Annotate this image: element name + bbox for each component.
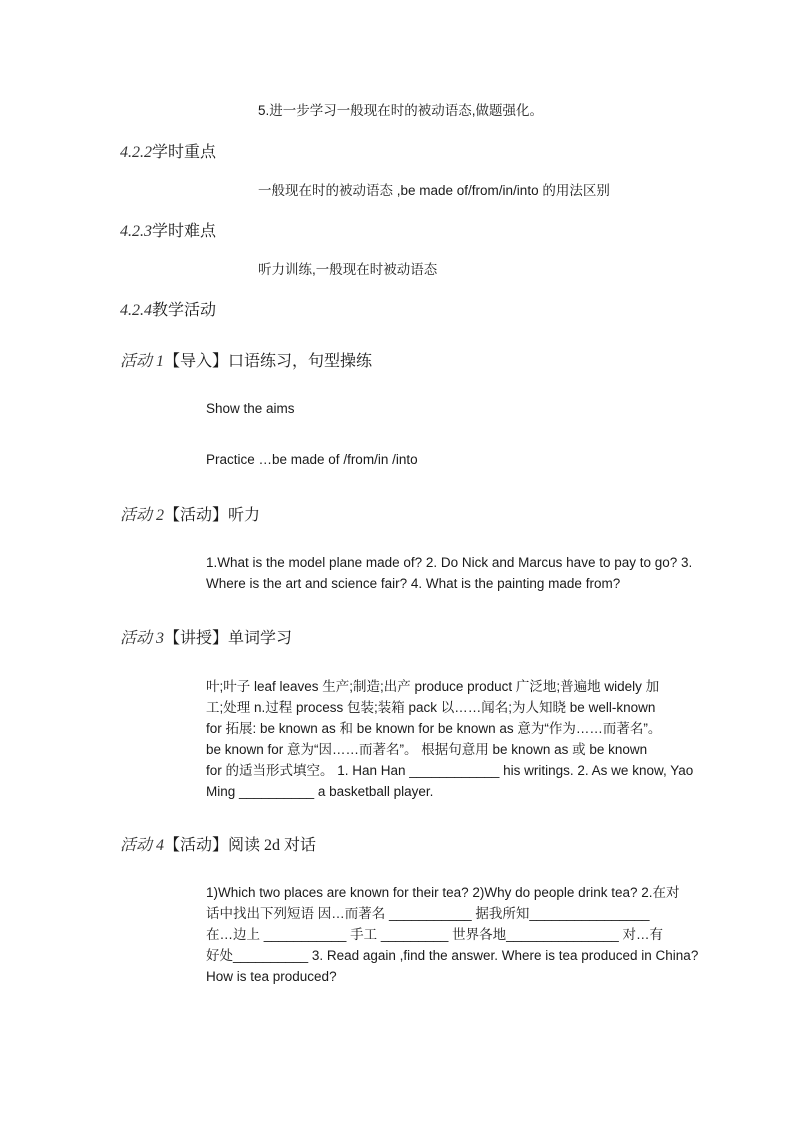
text-line: 1)Which two places are known for their tea? 2)Why do people drink tea? 2.在对: [206, 885, 680, 900]
text-line: 好处__________ 3. Read again ,find the answer. Where is tea produced in China?: [206, 948, 699, 963]
activity-label: 活动 4: [120, 837, 165, 854]
text-line: 工;处理 n.过程 process 包装;装箱 pack 以……闻名;为人知晓 be well-known: [206, 700, 656, 715]
activity-tag: 【讲授】: [164, 630, 229, 647]
text-line: 1.What is the model plane made of? 2. Do Nick and Marcus have to pay to go? 3.: [206, 555, 693, 570]
text-line: for 的适当形式填空。 1. Han Han ____________ his writings. 2. As we know, Yao: [206, 763, 694, 778]
activity-title: 听力: [228, 507, 261, 524]
text-line: Ming __________ a basketball player.: [206, 784, 434, 799]
objective-5: 5.进一步学习一般现在时的被动语态,做题强化。: [258, 103, 544, 118]
section-title: 学时难点: [152, 223, 217, 240]
activity-1-item: Practice …be made of /from/in /into: [206, 452, 418, 467]
section-number: 4.2.4: [120, 302, 152, 319]
section-heading-activities: [120, 297, 216, 320]
text-line: Where is the art and science fair? 4. What is the painting made from?: [206, 576, 621, 591]
text-line: be known for 意为“因……而著名”。 根据句意用 be known as 或 be known: [206, 742, 648, 757]
section-number: 4.2.2: [120, 144, 152, 161]
section-content-difficulties: 听力训练,一般现在时被动语态: [258, 262, 438, 277]
activity-tag: 【导入】: [164, 353, 229, 370]
text-line: How is tea produced?: [206, 969, 337, 984]
text-line: 在…边上 ___________ 手工 _________ 世界各地_______________ 对…有: [206, 927, 664, 942]
activity-tag: 【活动】: [164, 507, 229, 524]
section-title: 教学活动: [152, 302, 217, 319]
activity-1-heading: [120, 348, 372, 371]
section-heading-key-points: [120, 139, 216, 162]
text-line: 话中找出下列短语 因…而著名 ___________ 据我所知________________: [206, 906, 650, 921]
activity-3-content: [206, 676, 693, 802]
activity-2-heading: [120, 502, 260, 525]
activity-title: 口语练习，句型操练: [228, 353, 373, 370]
section-heading-difficulties: [120, 218, 216, 241]
section-content-key-points: 一般现在时的被动语态 ,be made of/from/in/into 的用法区别: [258, 183, 610, 198]
activity-4-content: [206, 882, 698, 987]
activity-3-heading: [120, 625, 292, 648]
section-title: 学时重点: [152, 144, 217, 161]
activity-title: 单词学习: [228, 630, 293, 647]
activity-title: 阅读 2d 对话: [228, 837, 317, 854]
activity-label: 活动 2: [120, 507, 165, 524]
activity-4-heading: [120, 832, 316, 855]
section-number: 4.2.3: [120, 223, 152, 240]
activity-tag: 【活动】: [164, 837, 229, 854]
activity-1-item: Show the aims: [206, 401, 295, 416]
activity-label: 活动 1: [120, 353, 165, 370]
activity-2-content: [206, 552, 692, 594]
text-line: for 拓展: be known as 和 be known for be known as 意为“作为……而著名”。: [206, 721, 662, 736]
activity-label: 活动 3: [120, 630, 165, 647]
text-line: 叶;叶子 leaf leaves 生产;制造;出产 produce product 广泛地;普遍地 widely 加: [206, 679, 660, 694]
